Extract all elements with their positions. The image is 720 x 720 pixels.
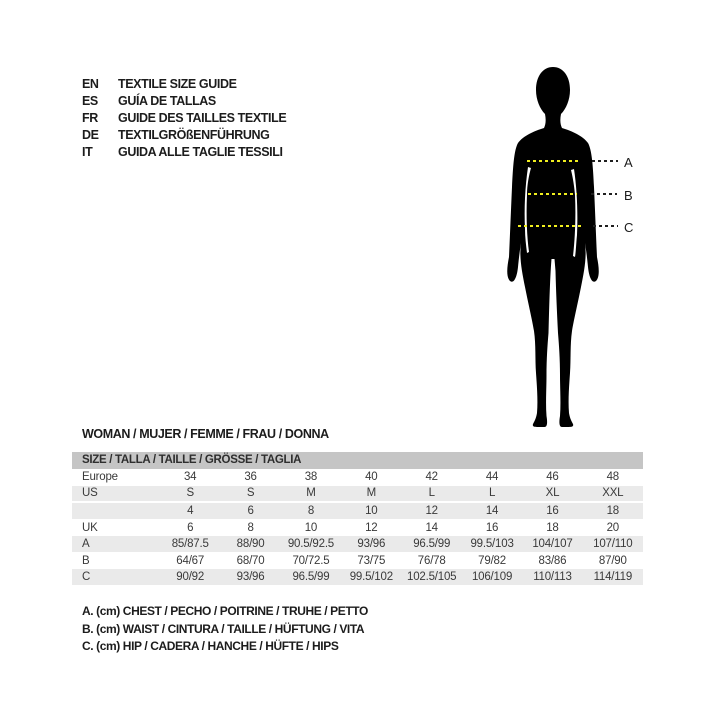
cell: 10 — [365, 504, 378, 517]
cell: 96.5/99 — [292, 571, 330, 584]
cell: 12 — [365, 521, 378, 534]
cell: XL — [545, 487, 560, 500]
cell: 6 — [247, 504, 254, 517]
measure-label-a: A — [624, 155, 633, 170]
measure-label-b: B — [624, 188, 633, 203]
cell: 104/107 — [532, 538, 573, 551]
cell: 107/110 — [593, 538, 633, 551]
cell: 42 — [425, 470, 438, 483]
measure-label-c: C — [624, 220, 634, 235]
cell: 90.5/92.5 — [287, 538, 335, 551]
lang-row-it — [82, 144, 286, 161]
cell: 110/113 — [533, 571, 572, 584]
row-label: A — [82, 538, 90, 551]
cell: 46 — [546, 470, 559, 483]
cell: 48 — [606, 470, 620, 483]
cell: 20 — [606, 521, 620, 534]
chest-measure-line-yellow — [527, 160, 581, 162]
table-row-us-numbers — [72, 502, 643, 520]
cell: 38 — [304, 470, 318, 483]
language-title-block — [82, 76, 286, 161]
cell: 18 — [606, 504, 620, 517]
cell: 99.5/103 — [470, 538, 514, 551]
size-table — [72, 452, 643, 586]
cell: 70/72.5 — [292, 554, 330, 567]
legend-waist: B. (cm) WAIST / CINTURA / TAILLE / HÜFTUNG / VITA — [82, 621, 365, 636]
lang-title: TEXTILE SIZE GUIDE — [118, 77, 237, 91]
cell: 6 — [187, 521, 194, 534]
cell: 99.5/102 — [349, 571, 393, 584]
cell: 68/70 — [236, 554, 265, 567]
cell: 14 — [485, 504, 499, 517]
row-label: Europe — [82, 470, 118, 483]
row-label: C — [82, 571, 91, 584]
cell: 36 — [244, 470, 257, 483]
waist-measure-line-black — [591, 193, 617, 195]
legend-chest: A. (cm) CHEST / PECHO / POITRINE / TRUHE / PETTO — [82, 604, 368, 618]
lang-row-en — [82, 76, 286, 93]
cell: 12 — [425, 504, 438, 517]
row-label: UK — [82, 521, 98, 534]
waist-measure-line-yellow — [528, 193, 577, 195]
row-label: US — [82, 487, 98, 500]
hip-measure-line-yellow — [518, 225, 582, 227]
cell: XXL — [602, 487, 624, 500]
lang-row-es — [82, 93, 286, 110]
cell: 93/96 — [236, 571, 265, 584]
cell: 83/86 — [538, 554, 567, 567]
woman-silhouette — [503, 67, 603, 427]
lang-code: FR — [82, 111, 98, 125]
cell: L — [428, 487, 435, 500]
cell: 8 — [247, 521, 254, 534]
table-row-hip-c — [72, 568, 643, 586]
cell: 114/119 — [593, 571, 633, 584]
lang-title: GUIDA ALLE TAGLIE TESSILI — [118, 145, 283, 159]
hip-measure-line-black — [593, 225, 618, 227]
cell: 4 — [187, 504, 194, 517]
table-row-chest-a — [72, 535, 643, 553]
lang-row-de — [82, 127, 286, 144]
cell: 79/82 — [478, 554, 506, 567]
cell: L — [488, 487, 496, 500]
woman-silhouette-svg — [503, 67, 603, 427]
cell: 18 — [546, 521, 559, 534]
lang-title: GUÍA DE TALLAS — [118, 94, 216, 108]
cell: 93/96 — [357, 538, 386, 551]
cell: 40 — [365, 470, 378, 483]
cell: 76/78 — [417, 554, 446, 567]
cell: 106/109 — [471, 571, 513, 584]
table-row-us-letters — [72, 485, 643, 503]
cell: 90/92 — [176, 571, 205, 584]
cell: 96.5/99 — [413, 538, 451, 551]
cell: 44 — [485, 470, 499, 483]
cell: 88/90 — [236, 538, 265, 551]
lang-code: ES — [82, 94, 98, 108]
cell: 34 — [183, 470, 197, 483]
table-row-uk — [72, 520, 643, 536]
lang-title: TEXTILGRÖßENFÜHRUNG — [118, 128, 270, 142]
cell: 10 — [304, 521, 318, 534]
cell: 16 — [546, 504, 559, 517]
table-row-europe — [72, 469, 643, 485]
cell: 64/67 — [176, 554, 205, 567]
measurement-legend — [82, 603, 368, 656]
legend-hip: C. (cm) HIP / CADERA / HANCHE / HÜFTE / HIPS — [82, 639, 339, 653]
cell: 73/75 — [357, 554, 386, 567]
lang-code: EN — [82, 77, 99, 91]
chest-measure-line-black — [592, 160, 618, 162]
cell: S — [246, 487, 255, 500]
cell: 102.5/105 — [407, 571, 457, 584]
lang-code: DE — [82, 128, 99, 142]
cell: 16 — [485, 521, 499, 534]
size-table-header: SIZE / TALLA / TAILLE / GRÖSSE / TAGLIA — [72, 452, 643, 469]
lang-row-fr — [82, 110, 286, 127]
lang-code: IT — [82, 145, 93, 159]
lang-title: GUIDE DES TAILLES TEXTILE — [118, 111, 287, 125]
cell: 87/90 — [598, 554, 627, 567]
cell: M — [306, 487, 316, 500]
cell: 85/87.5 — [171, 538, 209, 551]
section-title-woman: WOMAN / MUJER / FEMME / FRAU / DONNA — [82, 427, 329, 441]
cell: S — [186, 487, 194, 500]
cell: 14 — [425, 521, 438, 534]
row-label: B — [82, 554, 90, 567]
cell: 8 — [307, 504, 315, 517]
cell: M — [366, 487, 376, 500]
table-row-waist-b — [72, 553, 643, 569]
